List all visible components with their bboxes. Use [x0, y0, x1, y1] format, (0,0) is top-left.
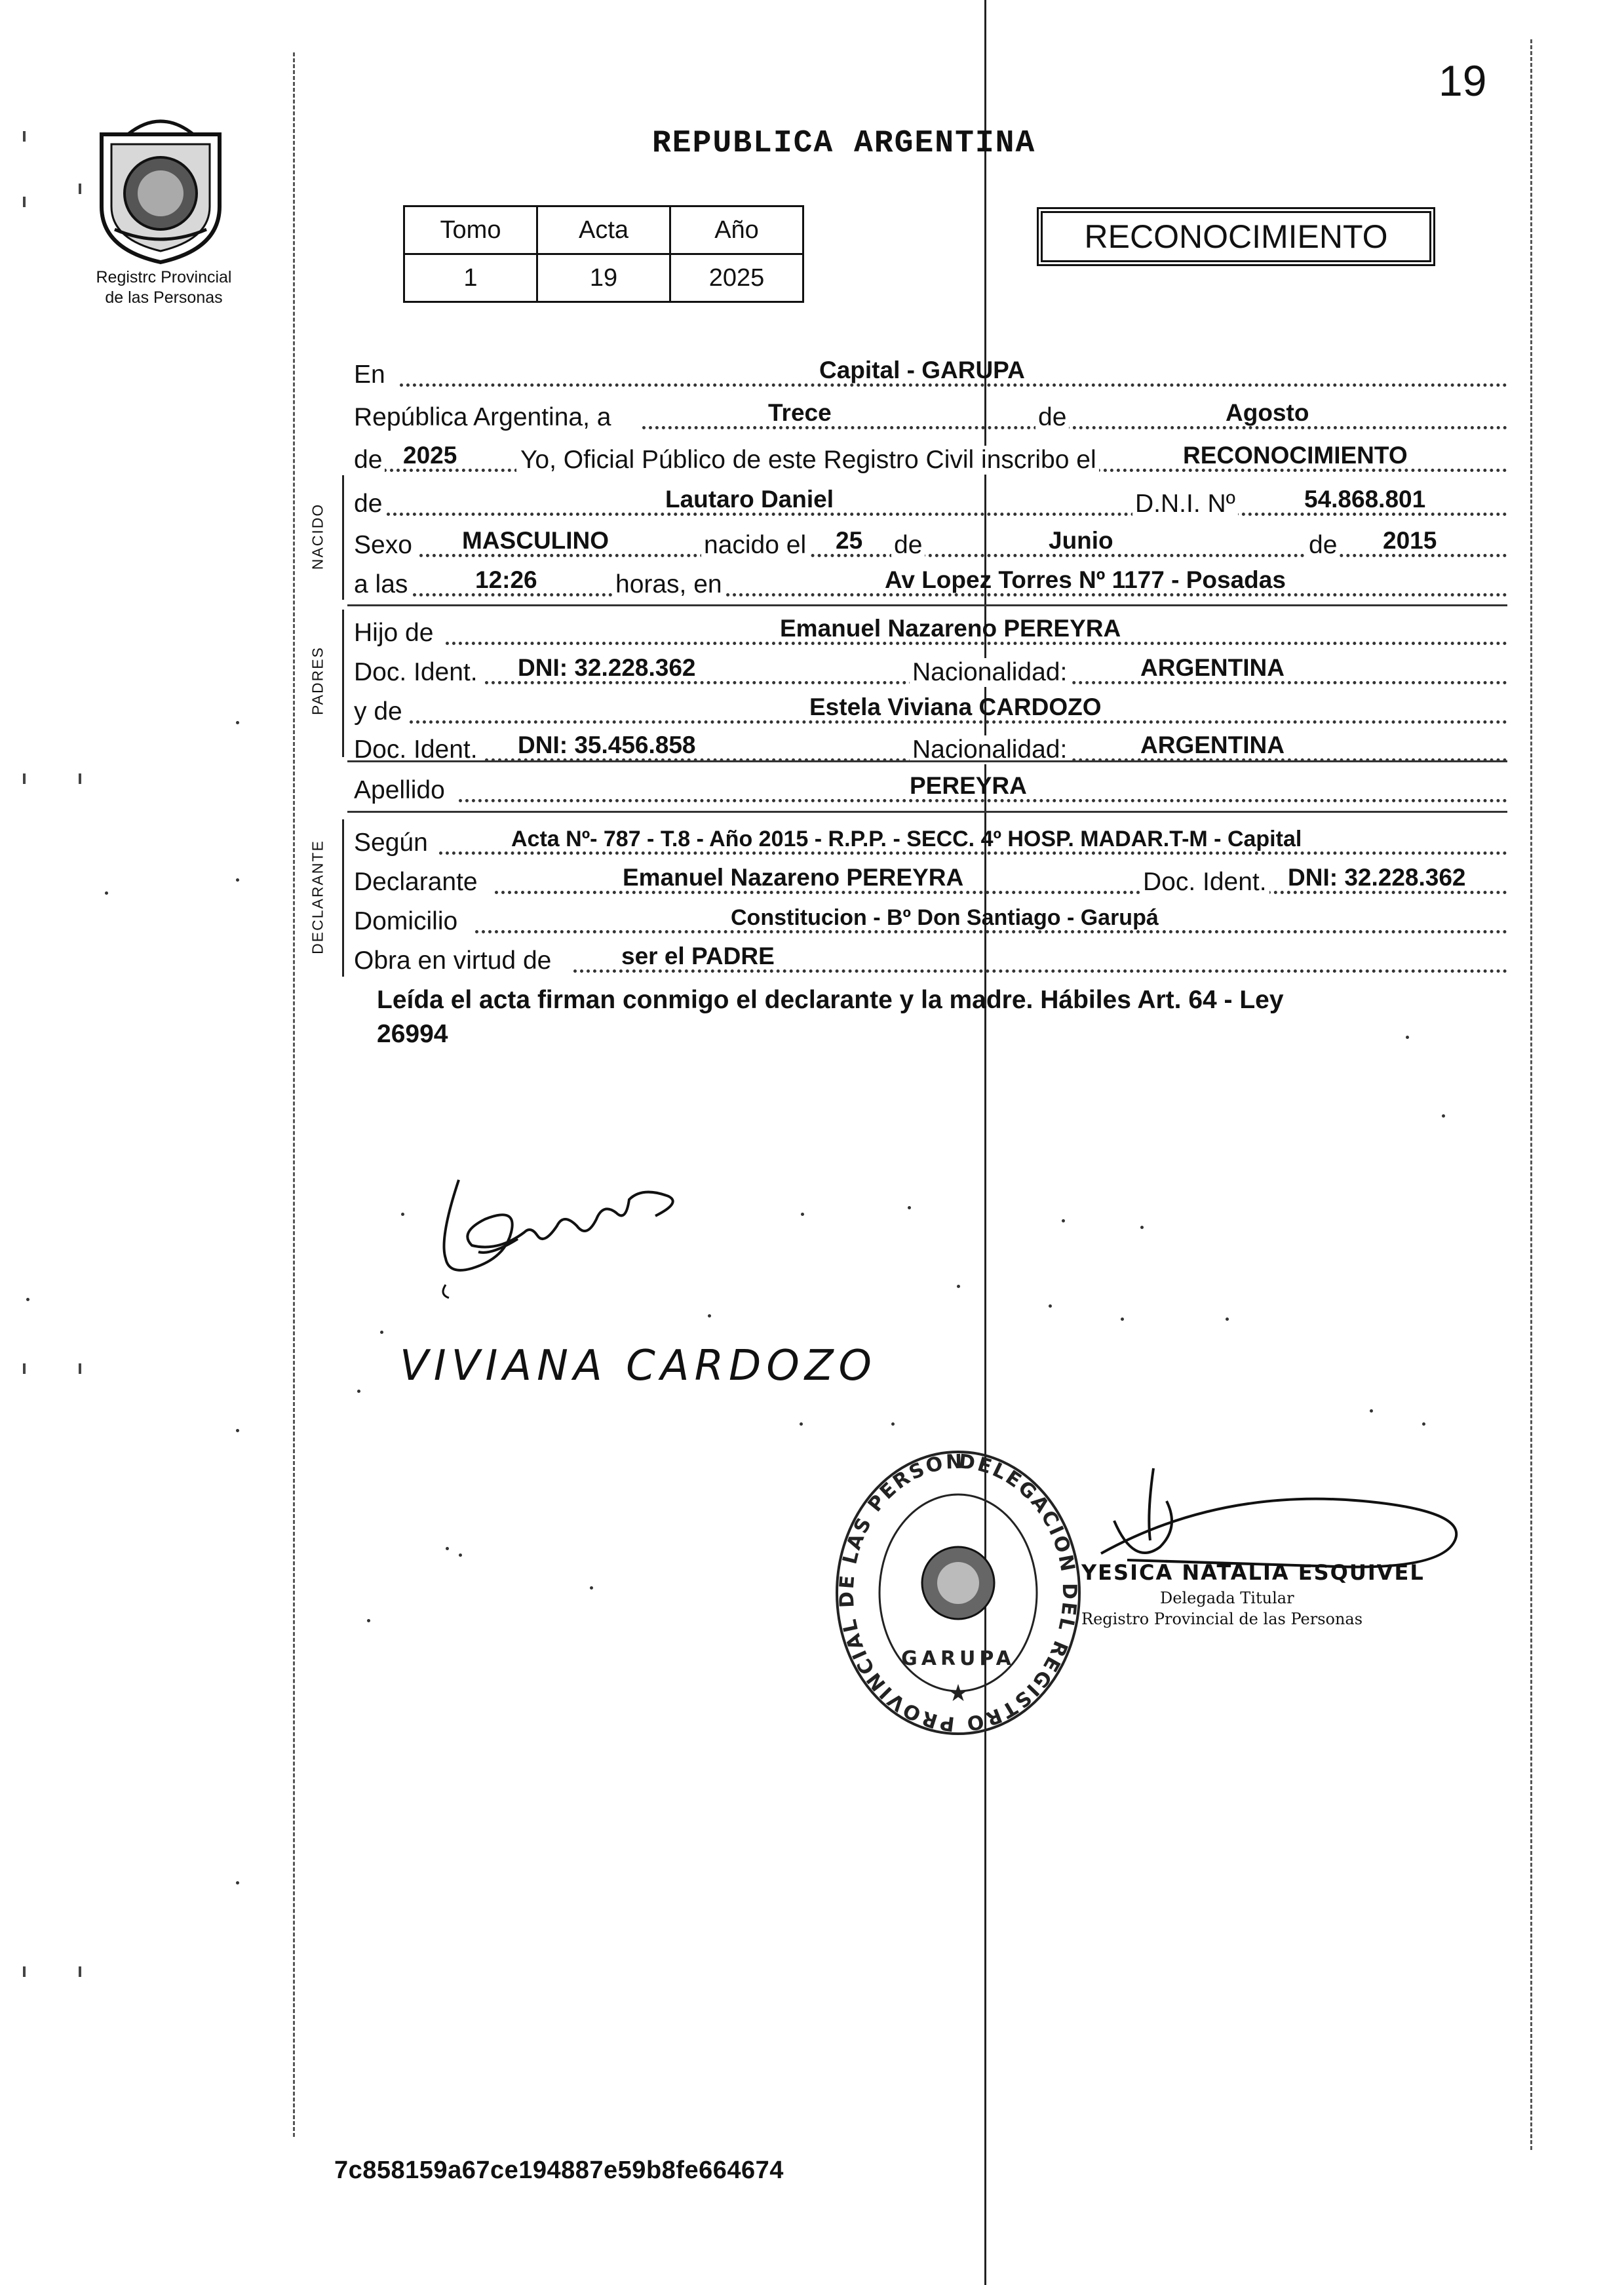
value-mother-doc: DNI: 35.456.858: [518, 732, 696, 758]
record-table: [403, 205, 804, 303]
value-mother-name: Estela Viviana CARDOZO: [809, 693, 1102, 720]
separator-padres-apellido: [347, 760, 1507, 762]
svg-text:★: ★: [947, 1679, 969, 1706]
header-acta: Acta: [537, 206, 670, 254]
label-doc-ident-father: Doc. Ident.: [354, 658, 480, 687]
document-hash: 7c858159a67ce194887e59b8fe664674: [334, 2157, 784, 2184]
statement-line1: Leída el acta firman conmigo el declarante y la madre. Hábiles Art. 64 - Ley: [377, 986, 1284, 1014]
row-domicilio: [354, 899, 1507, 939]
official-stamp-block: [1081, 1560, 1448, 1628]
registry-label-line2: de las Personas: [105, 288, 223, 307]
row-father-name: [354, 611, 1507, 650]
side-label-declarante: DECLARANTE: [309, 840, 326, 954]
value-birth-day: 25: [836, 527, 863, 554]
label-de-year: de: [354, 446, 385, 475]
act-type-box: RECONOCIMIENTO: [1041, 211, 1431, 262]
binding-mark: [23, 1966, 26, 1977]
value-child-name: Lautaro Daniel: [665, 486, 834, 513]
label-nacionalidad-mother: Nacionalidad:: [910, 735, 1070, 764]
binding-mark: [23, 773, 26, 784]
row-nacido-hora: [354, 562, 1507, 602]
official-office: Registro Provincial de las Personas: [1081, 1610, 1363, 1628]
label-en: En: [354, 361, 388, 389]
side-label-nacido: NACIDO: [309, 503, 326, 570]
value-acta: 19: [537, 254, 670, 302]
binding-mark: [79, 773, 81, 784]
header-ano: Año: [670, 206, 803, 254]
page-number: 19: [1439, 56, 1487, 105]
binding-mark: [79, 184, 81, 194]
value-tomo: 1: [404, 254, 537, 302]
label-de-name: de: [354, 490, 385, 518]
label-de-birth-month: de: [891, 531, 925, 560]
binding-mark: [79, 1363, 81, 1374]
value-act: RECONOCIMIENTO: [1183, 442, 1408, 469]
label-horas-en: horas, en: [613, 570, 725, 599]
label-hijo-de: Hijo de: [354, 619, 436, 648]
document-title: REPUBLICA ARGENTINA: [652, 126, 1036, 161]
header-tomo: Tomo: [404, 206, 537, 254]
nacido-bracket: [342, 475, 344, 600]
record-table-header-row: [404, 206, 803, 254]
left-margin-rule: [293, 52, 295, 2137]
value-sexo: MASCULINO: [462, 527, 609, 554]
row-year: [354, 438, 1507, 477]
value-year: 2025: [403, 442, 457, 469]
label-de-birth-year: de: [1306, 531, 1340, 560]
right-margin-rule: [1530, 39, 1532, 2150]
row-nacido-sexo: [354, 523, 1507, 562]
stamp-center-text: GARUPA: [901, 1647, 1015, 1670]
label-sexo: Sexo: [354, 531, 415, 560]
value-day: Trece: [768, 399, 832, 426]
label-de-month: de: [1035, 403, 1069, 432]
row-father-doc: [354, 650, 1507, 690]
row-mother-name: [354, 690, 1507, 729]
value-domicilio: Constitucion - Bº Don Santiago - Garupá: [731, 905, 1159, 930]
row-declarante: [354, 860, 1507, 899]
label-y-de: y de: [354, 697, 405, 726]
closing-statement: [377, 983, 1504, 1051]
label-obra: Obra en virtud de: [354, 947, 554, 975]
binding-mark: [23, 197, 26, 207]
separator-apellido-declarante: [347, 811, 1507, 813]
value-father-name: Emanuel Nazareno PEREYRA: [780, 615, 1121, 642]
value-declarante-name: Emanuel Nazareno PEREYRA: [623, 864, 964, 891]
label-domicilio: Domicilio: [354, 907, 460, 936]
padres-bracket: [342, 610, 344, 757]
center-fold-line: [984, 0, 986, 2285]
label-segun: Según: [354, 829, 431, 857]
row-date: [354, 395, 1507, 435]
label-apellido: Apellido: [354, 776, 448, 805]
declarante-bracket: [342, 819, 344, 977]
value-mother-nationality: ARGENTINA: [1140, 732, 1285, 758]
row-apellido: [354, 768, 1507, 808]
value-declarante-doc: DNI: 32.228.362: [1288, 864, 1466, 891]
binding-mark: [23, 1363, 26, 1374]
mother-signature: [393, 1327, 904, 1399]
value-obra: ser el PADRE: [621, 943, 775, 969]
statement-line2: 26994: [377, 1020, 448, 1048]
binding-mark: [23, 131, 26, 142]
side-label-padres: PADRES: [309, 646, 326, 715]
separator-nacido-padres: [347, 604, 1507, 606]
mother-signature-text: VIVIANA CARDOZO: [400, 1342, 877, 1390]
value-birth-place: Av Lopez Torres Nº 1177 - Posadas: [885, 566, 1286, 593]
row-nacido-name: [354, 482, 1507, 521]
value-place: Capital - GARUPA: [819, 357, 1025, 383]
label-doc-ident-mother: Doc. Ident.: [354, 735, 480, 764]
label-nacido-el: nacido el: [701, 531, 809, 560]
official-name: YESICA NATALIA ESQUIVEL: [1081, 1560, 1425, 1585]
official-stamp: [827, 1442, 1089, 1744]
label-declarante: Declarante: [354, 868, 480, 897]
value-birth-year: 2015: [1383, 527, 1437, 554]
value-father-nationality: ARGENTINA: [1140, 654, 1285, 681]
registry-label-line1: Registrc Provincial: [96, 268, 232, 286]
value-month: Agosto: [1226, 399, 1309, 426]
row-segun: [354, 821, 1507, 860]
registry-label: [69, 267, 259, 308]
label-nacionalidad-father: Nacionalidad:: [910, 658, 1070, 687]
value-segun: Acta Nº- 787 - T.8 - Año 2015 - R.P.P. - SECC. 4º HOSP. MADAR.T-M - Capital: [511, 827, 1302, 851]
province-seal-logo: [88, 108, 233, 265]
label-dni: D.N.I. Nº: [1132, 490, 1238, 518]
record-table-value-row: [404, 254, 803, 302]
value-father-doc: DNI: 32.228.362: [518, 654, 696, 681]
declarant-signature: [419, 1160, 695, 1311]
value-child-dni: 54.868.801: [1304, 486, 1426, 513]
value-birth-time: 12:26: [475, 566, 537, 593]
row-obra: [354, 939, 1507, 978]
label-yo-oficial: Yo, Oficial Público de este Registro Civil inscribo el: [516, 446, 1099, 475]
row-en: [354, 353, 1507, 392]
label-doc-ident-declarante: Doc. Ident.: [1140, 868, 1269, 897]
label-a-las: a las: [354, 570, 410, 599]
value-birth-month: Junio: [1049, 527, 1113, 554]
binding-mark: [79, 1966, 81, 1977]
stamp-ring-text: DELEGACION DEL REGISTRO PROVINCIAL DE LAS PERSON: [835, 1450, 1081, 1736]
value-apellido: PEREYRA: [910, 772, 1027, 799]
value-ano: 2025: [670, 254, 803, 302]
label-republica: República Argentina, a: [354, 403, 613, 432]
official-role: Delegada Titular: [1160, 1589, 1294, 1607]
